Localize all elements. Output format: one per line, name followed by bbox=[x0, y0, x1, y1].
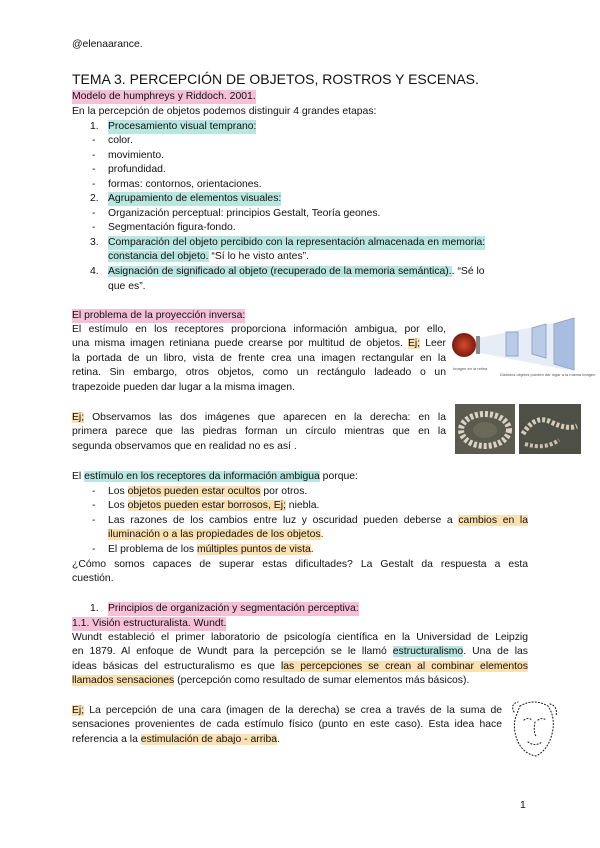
inverse-heading: El problema de la proyección inversa: bbox=[72, 309, 245, 323]
list-item: movimiento. bbox=[108, 150, 165, 161]
text-line: trapezoide pueden dar lugar a la misma imagen. bbox=[72, 381, 295, 393]
stage-4-line1 bbox=[108, 265, 485, 279]
text-line bbox=[72, 337, 446, 351]
page-title: TEMA 3. PERCEPCIÓN DE OBJETOS, ROSTROS Y ESCENAS. bbox=[72, 71, 479, 87]
text-line bbox=[72, 704, 502, 718]
highlight: estímulo en los receptores da información ambigua bbox=[84, 471, 320, 482]
text-line: ¿Cómo somos capaces de superar estas dificultades? La Gestalt da respuesta a esta bbox=[72, 559, 528, 570]
text-line: la portada de un libro, vista de frente crea una imagen rectangular en la bbox=[72, 352, 446, 364]
inverse-paragraph bbox=[72, 323, 446, 395]
text: ideas básicas del estructuralismo es que bbox=[72, 660, 281, 672]
text: (percepción como resultado de sumar elementos más básicos). bbox=[174, 675, 470, 687]
stage-3-number: 3. bbox=[90, 237, 99, 248]
list-item bbox=[108, 499, 319, 513]
text: . bbox=[277, 733, 280, 745]
text-line bbox=[108, 528, 528, 542]
text: Los bbox=[108, 500, 128, 511]
list-dash: - bbox=[92, 515, 96, 526]
text: niebla. bbox=[285, 500, 320, 511]
example-marker: Ej; bbox=[407, 338, 421, 350]
highlight: múltiples puntos de vista bbox=[196, 544, 311, 555]
list-dash: - bbox=[92, 179, 96, 190]
text-line bbox=[72, 733, 502, 747]
list-item: Organización perceptual: principios Gestalt, Teoría geones. bbox=[108, 208, 381, 219]
list-dash: - bbox=[92, 150, 96, 161]
list-item: Segmentación figura-fondo. bbox=[108, 222, 236, 233]
text: en 1879. Al enfoque de Wundt para la percepción se le llamó bbox=[72, 646, 393, 658]
text: referencia a la bbox=[72, 733, 141, 745]
text-line: cuestión. bbox=[72, 573, 114, 585]
list-dash: - bbox=[92, 164, 96, 175]
retina-image bbox=[476, 336, 480, 354]
stone-photos bbox=[455, 404, 581, 454]
list-item bbox=[108, 543, 314, 557]
text-line: retina. Sin embargo, otros objetos, como un rectángulo ladeado o un bbox=[72, 367, 446, 379]
text-line: El estímulo en los receptores proporciona información ambigua, por ello, bbox=[72, 324, 446, 335]
text: Leer bbox=[420, 338, 446, 350]
face-paragraph bbox=[72, 704, 502, 747]
highlight: iluminación o a las propiedades de los objetos bbox=[108, 529, 321, 541]
text: La percepción de una cara (imagen de la derecha) se crea a través de la suma de bbox=[84, 705, 502, 716]
text: “Sí lo he visto antes”. bbox=[208, 251, 310, 262]
list-item: color. bbox=[108, 135, 133, 146]
text-line bbox=[72, 645, 528, 659]
figure-label: Imagen en la retina bbox=[453, 366, 488, 371]
text: . “Sé lo bbox=[451, 266, 485, 277]
rectangle-object bbox=[506, 332, 518, 356]
stage-1-label: Procesamiento visual temprano: bbox=[108, 120, 256, 134]
highlight: objetos pueden estar ocultos bbox=[127, 486, 261, 497]
stage-4-line2: que es”. bbox=[108, 281, 146, 292]
highlight: estructuralismo bbox=[392, 646, 464, 658]
text: El bbox=[72, 471, 85, 482]
eye-shape bbox=[452, 333, 476, 357]
highlight: estimulación de abajo - arriba bbox=[140, 733, 278, 745]
inverse-projection-figure bbox=[450, 318, 596, 382]
trapezoid-object bbox=[554, 318, 574, 370]
hair bbox=[550, 704, 556, 716]
stones-paragraph bbox=[72, 411, 446, 454]
highlight: Asignación de significado al objeto (recuperado de la memoria semántica). bbox=[108, 266, 452, 277]
hair bbox=[513, 702, 518, 712]
highlight: llamados sensaciones bbox=[72, 675, 175, 687]
author-handle: @elenaarance. bbox=[72, 39, 143, 50]
text-line: segunda observamos que en realidad no es así . bbox=[72, 440, 297, 452]
subsection-heading: 1.1. Visión estructuralista. Wundt. bbox=[72, 617, 226, 631]
model-heading: Modelo de humphreys y Riddoch. 2001. bbox=[72, 90, 256, 104]
list-item: formas: contornos, orientaciones. bbox=[108, 179, 262, 190]
highlight: las percepciones se crean al combinar elementos bbox=[280, 660, 528, 672]
model-intro: En la percepción de objetos podemos distinguir 4 grandes etapas: bbox=[72, 106, 377, 117]
text-line: primera parece que las piedras forman un círculo mientras que en la bbox=[72, 426, 446, 438]
text-line bbox=[72, 411, 446, 425]
ambiguous-intro bbox=[72, 470, 358, 484]
mouth bbox=[528, 742, 542, 745]
list-dash: - bbox=[92, 486, 96, 497]
text: una misma imagen retiniana puede crearse por multitud de objetos. bbox=[72, 338, 408, 350]
list-dash: - bbox=[92, 208, 96, 219]
stage-2-label: Agrupamiento de elementos visuales: bbox=[108, 192, 281, 206]
text: por otros. bbox=[260, 486, 308, 497]
text-line bbox=[108, 514, 528, 528]
text: . Una de las bbox=[463, 646, 528, 658]
text: Las razones de los cambios entre luz y oscuridad pueden deberse a bbox=[108, 515, 459, 526]
stage-1-number: 1. bbox=[90, 121, 99, 132]
figure-label: Distintos objetos pueden dar lugar a la misma imagen bbox=[500, 372, 596, 377]
list-dash: - bbox=[92, 135, 96, 146]
highlight: constancia del objeto. bbox=[108, 251, 209, 262]
stage-3-line2 bbox=[108, 250, 309, 264]
wundt-paragraph bbox=[72, 631, 528, 689]
page-number: 1 bbox=[520, 800, 526, 811]
stage-3-line1: Comparación del objeto percibido con la representación almacenada en memoria: bbox=[108, 236, 485, 250]
stage-4-number: 4. bbox=[90, 266, 99, 277]
example-marker: Ej; bbox=[72, 412, 85, 423]
nose bbox=[534, 722, 536, 736]
list-dash: - bbox=[92, 544, 96, 555]
list-dash: - bbox=[92, 222, 96, 233]
section-number: 1. bbox=[90, 603, 99, 614]
text-line bbox=[72, 674, 528, 688]
dotted-face-figure bbox=[508, 698, 560, 762]
text-line: sensaciones provenientes de cada estímulo físico (punto en este caso). Esta idea hace bbox=[72, 719, 502, 731]
highlight: cambios en la bbox=[458, 515, 528, 526]
text: porque: bbox=[319, 471, 358, 482]
text: Observamos las dos imágenes que aparecen en la derecha: en la bbox=[84, 412, 446, 423]
text: Los bbox=[108, 486, 128, 497]
list-item bbox=[108, 485, 307, 499]
stage-2-number: 2. bbox=[90, 193, 99, 204]
section-heading: Principios de organización y segmentación perceptiva: bbox=[108, 602, 359, 616]
text: El problema de los bbox=[108, 544, 197, 555]
tilted-rectangle-object bbox=[532, 324, 546, 358]
right-eye bbox=[538, 719, 546, 721]
text: . bbox=[310, 544, 314, 555]
list-item bbox=[108, 514, 528, 543]
text: . bbox=[320, 529, 324, 541]
question-paragraph bbox=[72, 558, 528, 587]
text-line bbox=[72, 660, 528, 674]
highlight: objetos pueden estar borrosos, Ej; bbox=[127, 500, 286, 511]
list-item: profundidad. bbox=[108, 164, 166, 175]
list-dash: - bbox=[92, 500, 96, 511]
text-line: Wundt estableció el primer laboratorio de psicología científica en la Universidad de Leipzig bbox=[72, 632, 528, 643]
left-eye bbox=[524, 719, 532, 721]
example-marker: Ej; bbox=[72, 705, 85, 716]
